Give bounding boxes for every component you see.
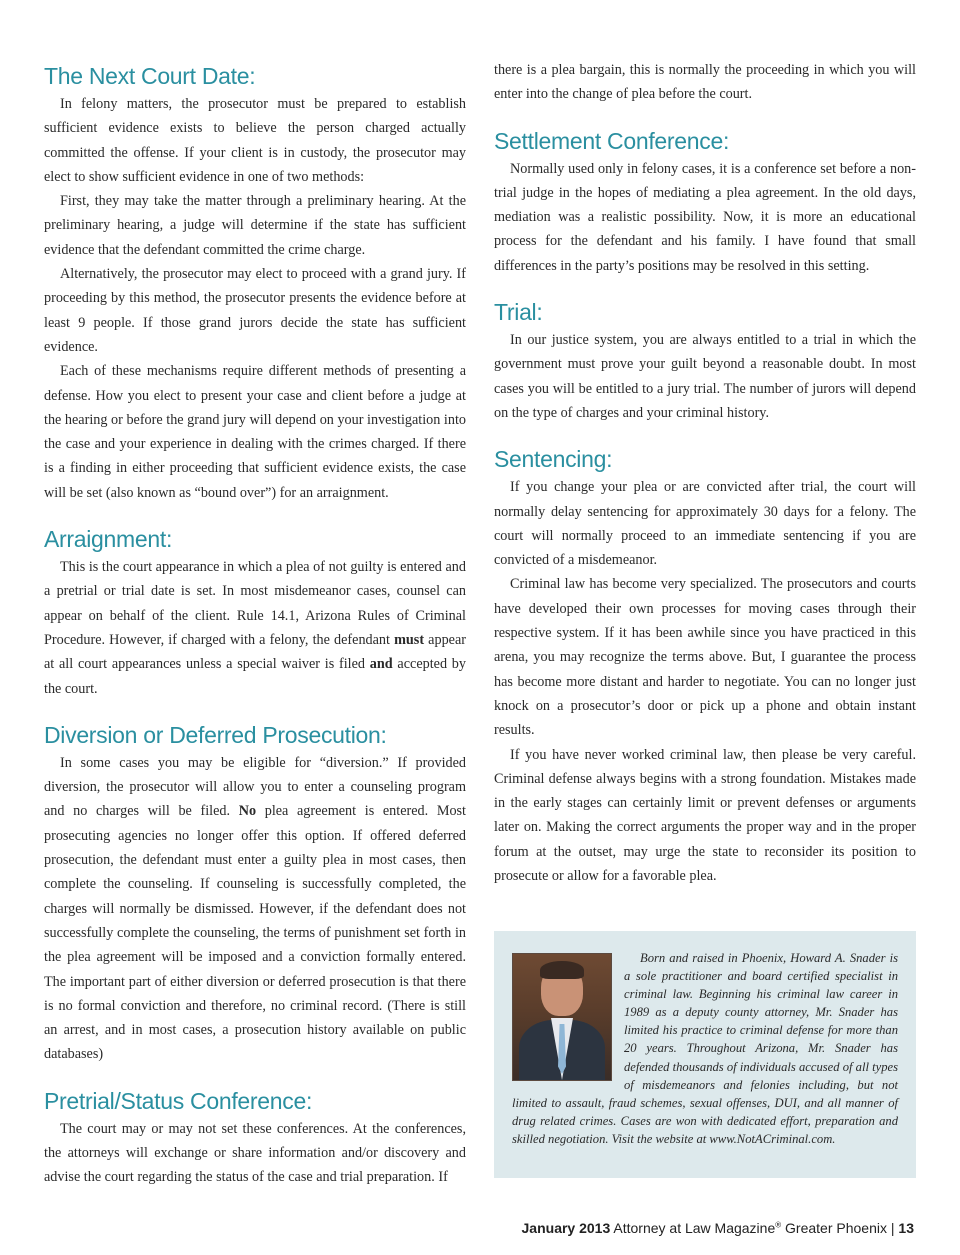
heading-diversion: Diversion or Deferred Prosecution:	[44, 721, 387, 748]
page-footer	[522, 1220, 914, 1236]
paragraph: If you change your plea or are convicted after trial, the court will normally delay sentencing for approximately 30 days for a felony. The court will normally proceed to an immediate sentencing if you are convicted of a misdemeanor.	[494, 479, 916, 569]
heading-settlement: Settlement Conference:	[494, 127, 730, 154]
heading-trial: Trial:	[494, 299, 543, 326]
heading-sentencing: Sentencing:	[494, 446, 613, 473]
section-diversion	[44, 721, 466, 1067]
paragraph: Alternatively, the prosecutor may elect to proceed with a grand jury. If proceeding by this method, the prosecutor presents the evidence before at least 9 people. If those grand jurors decide the state has sufficient evidence.	[44, 266, 466, 355]
paragraph: Criminal law has become very specialized. The prosecutors and courts have developed their own processes for moving cases through their respective system. If it has been awhile since you have practiced in this arena, you may recognize the terms above. But, I guarantee the process has become more distant and harder to negotiate. You can no longer just knock on a prosecutor’s door or pick up a phone and obtain instant results.	[494, 576, 916, 739]
heading-next-court-date: The Next Court Date:	[44, 63, 256, 89]
section-continuation	[494, 58, 916, 107]
paragraph: If you have never worked criminal law, then please be very careful. Criminal defense always begins with a strong foundation. Mistakes made in the early stages can certainly limit or prevent defenses or arguments later on. Making the correct arguments the proper way and in the proper forum at the outset, may urge the state to reconsider its position to prosecute or allow for a favorable plea.	[494, 746, 916, 885]
paragraph: Normally used only in felony cases, it is a conference set before a non-trial judge in the hopes of mediating a plea agreement. In the old days, mediation was a realistic possibility. Now, it is more an educational process for the defendant and his family. I have found that small differences in the party’s positions may be resolved in this setting.	[494, 160, 916, 274]
paragraph: First, they may take the matter through a preliminary hearing. At the preliminary hearing, a judge will determine if the state has sufficient evidence that the defendant committed the crime charge.	[44, 193, 466, 258]
heading-arraignment: Arraignment:	[44, 526, 173, 553]
author-bio-text: Born and raised in Phoenix, Howard A. Snader is a sole practitioner and board certified specialist in criminal law. Beginning his criminal law career in 1989 as a deputy county attorney, Mr. Snader has limited his practice to criminal defense for more than 20 years. Throughout Arizona, Mr. Snader has defended thousands of individuals accused of all types of misdemeanors and felonies including, but not limited to assault, fraud schemes, sexual offenses, DUI, and all manner of drug related crimes. Cases are won with dedicated effort, preparation and skilled negotiation. Visit the website at www.NotACriminal.com.	[512, 951, 898, 1146]
section-pretrial	[44, 1087, 466, 1190]
section-trial	[494, 298, 916, 425]
left-column	[44, 58, 466, 1210]
section-next-court-date	[44, 62, 466, 505]
right-column	[494, 58, 916, 908]
paragraph: In our justice system, you are always entitled to a trial in which the government must prove your guilt beyond a reasonable doubt. In most cases you will be entitled to a jury trial. The number of jurors will depend on the type of charges and your criminal history.	[494, 332, 916, 421]
paragraph: there is a plea bargain, this is normally the proceeding in which you will enter into the change of plea before the court.	[494, 62, 916, 103]
heading-pretrial: Pretrial/Status Conference:	[44, 1087, 313, 1114]
section-settlement	[494, 127, 916, 278]
paragraph: The court may or may not set these conferences. At the conferences, the attorneys will exchange or share information and/or discovery and advise the court regarding the status of the case and trial preparation. If	[44, 1120, 466, 1186]
paragraph: In felony matters, the prosecutor must be prepared to establish sufficient evidence exists to believe the person charged actually committed the offense. If your client is in custody, the prosecutor may elect to show sufficient evidence in one of two methods:	[44, 96, 466, 185]
footer-city: Greater Phoenix	[785, 1220, 887, 1236]
registered-mark: ®	[775, 1220, 782, 1230]
section-sentencing	[494, 445, 916, 888]
author-bio-box	[494, 931, 916, 1178]
paragraph: This is the court appearance in which a plea of not guilty is entered and a pretrial or trial date is set. In most misdemeanor cases, counsel can appear on behalf of the client. Rule 14.1, Arizona Rules of Criminal Procedure. However, if charged with a felony, the defendant must appear at all court appearances unless a special waiver is filed and accepted by the court.	[44, 559, 466, 697]
author-photo	[512, 953, 612, 1081]
paragraph: Each of these mechanisms require different methods of presenting a defense. How you elect to present your case and client before a judge at the hearing or before the grand jury will depend on your investigation into the case and your experience in dealing with the crimes charged. If there is a finding in either proceeding that sufficient evidence exists, the case will be set (also known as “bound over”) for an arraignment.	[44, 363, 466, 501]
footer-separator: |	[890, 1220, 895, 1236]
footer-magazine: Attorney at Law Magazine	[613, 1220, 776, 1236]
paragraph: In some cases you may be eligible for “diversion.” If provided diversion, the prosecutor will allow you to enter a counseling program and no charges will be filed. No plea agreement is entered. Most prosecuting agencies no longer offer this option. If offered deferred prosecution, the defendant must enter a guilty plea in most cases, then complete the counseling. If counseling is successfully completed, the charges will normally be dismissed. However, if the defendant does not successfully complete the counseling, the terms of punishment set forth in the plea agreement will be imposed and a conviction formally entered. The important part of either diversion or deferred prosecution is that there is no formal conviction and therefore, no criminal record. (There is still an arrest, and in most cases, a prosecution history available on public databases)	[44, 754, 466, 1063]
section-arraignment	[44, 525, 466, 701]
footer-date: January 2013	[521, 1220, 611, 1236]
page-number: 13	[898, 1220, 914, 1236]
